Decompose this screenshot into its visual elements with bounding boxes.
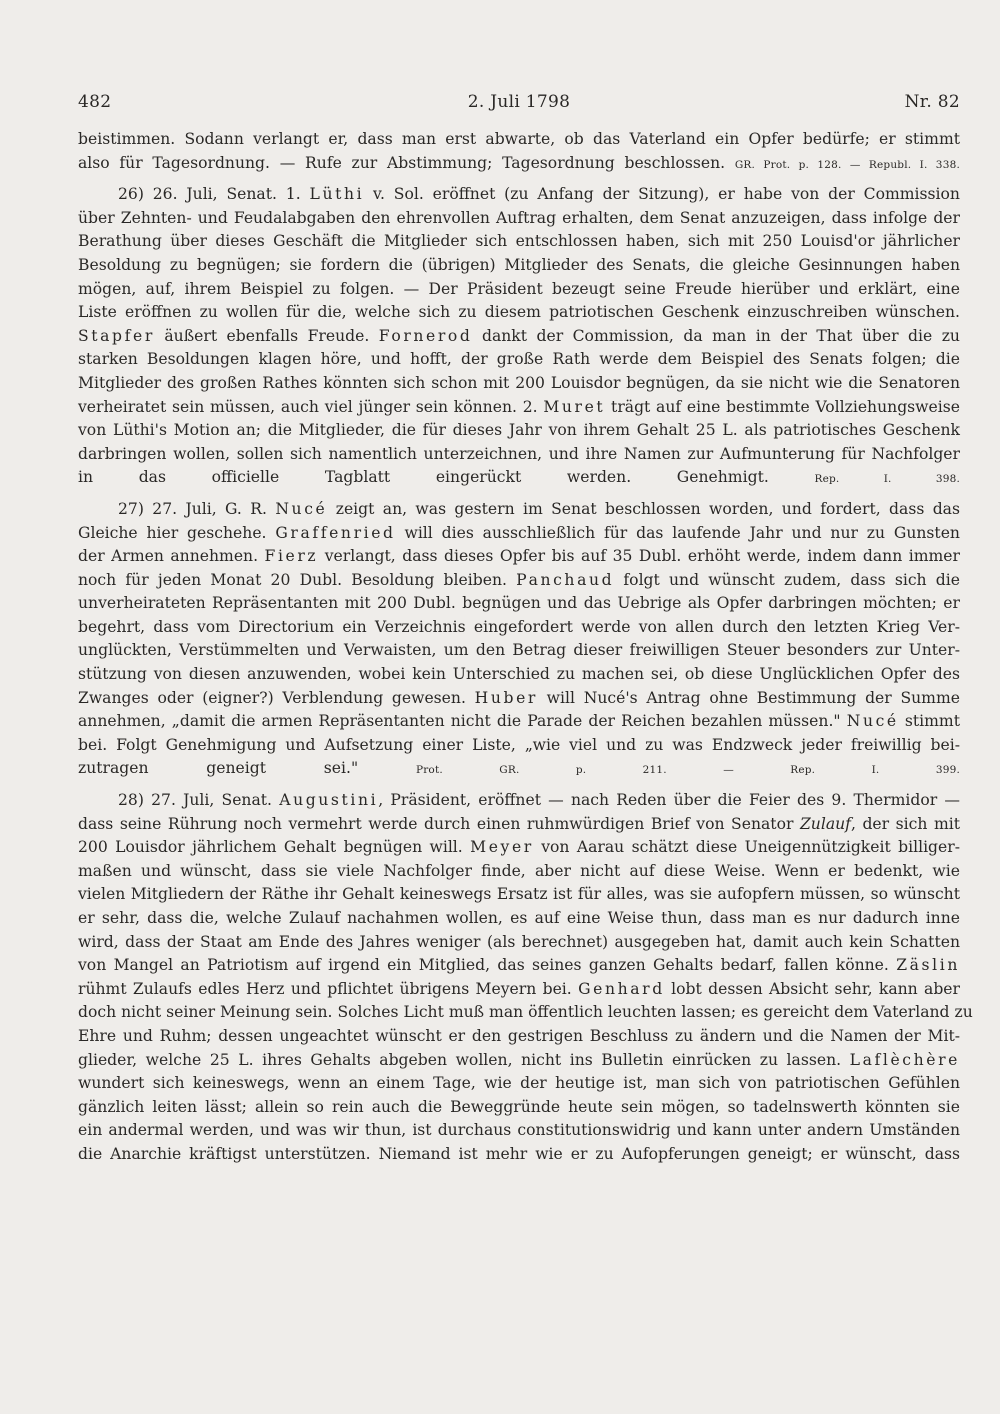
text-line: Mitglieder des großen Rathes könnten sich schon mit 200 Louisdor begnügen, da sie nicht wie die Senatoren	[78, 373, 960, 392]
text-line: 26) 26. Juli, Senat. 1. Lüthi v. Sol. eröffnet (zu Anfang der Sitzung), er habe von der Commission	[118, 185, 960, 204]
person-name: Muret	[543, 397, 606, 416]
text-line: Berathung über dieses Geschäft die Mitglieder sich entschlossen haben, sich mit 250 Louisd'or jährlicher	[78, 232, 960, 251]
page-number: 482	[78, 92, 112, 112]
text-line: annehmen, „damit die armen Repräsentanten nicht die Parade der Reichen bezahlen müssen." Nucé stimmt	[78, 712, 960, 731]
person-name: Nucé	[846, 712, 899, 731]
text-line: doch nicht seiner Meinung sein. Solches Licht muß man öffentlich leuchten lassen; es gereicht dem Vaterland zu	[78, 1003, 973, 1022]
text-line: rühmt Zulaufs edles Herz und pflichtet übrigens Meyern bei. Genhard lobt dessen Absicht sehr, kann aber	[78, 979, 960, 998]
person-name: Genhard	[578, 979, 665, 998]
text-line: unglückten, Verstümmelten und Verwaisten, um den Betrag dieser freiwilligen Steuer besonders zur Unter-	[78, 641, 960, 660]
source-reference: Prot. GR. p. 211. — Rep. I. 399.	[415, 764, 960, 777]
text-line: Besoldung zu begnügen; sie fordern die (übrigen) Mitglieder des Senats, die gleiche Gesinnungen haben	[78, 255, 960, 274]
text-line: Liste eröffnen zu wollen für die, welche sich zu diesem patriotischen Geschenk einzuschreiben wünschen.	[78, 303, 960, 322]
text-line: wird, dass der Staat am Ende des Jahres weniger (als berechnet) ausgegeben hat, damit auch kein Schatten	[78, 932, 960, 951]
person-name: Fornerod	[378, 326, 473, 345]
person-name: Augustini	[279, 791, 379, 810]
text-line: noch für jeden Monat 20 Dubl. Besoldung bleiben. Panchaud folgt und wünscht zudem, dass sich die	[78, 570, 960, 589]
person-name: Zäslin	[896, 956, 960, 975]
page-header	[78, 92, 960, 122]
person-name: Laflèchère	[849, 1050, 960, 1069]
text-line: 28) 27. Juli, Senat. Augustini, Präsident, eröffnet — nach Reden über die Feier des 9. Thermidor —	[118, 791, 960, 810]
text-line: darbringen wollen, sollen sich namentlich unterzeichnen, und ihre Namen zur Aufmunterung für Nachfolger	[78, 444, 960, 463]
text-line: wundert sich keineswegs, wenn an einem Tage, wie der heutige ist, man sich von patriotischen Gefühlen	[78, 1074, 960, 1093]
document-body	[78, 128, 973, 1167]
source-reference: GR. Prot. p. 128. — Republ. I. 338.	[734, 158, 960, 171]
person-name: Huber	[474, 688, 538, 707]
text-line: von Lüthi's Motion an; die Mitglieder, die für dieses Jahr von ihrem Gehalt 25 L. als patriotisches Geschenk	[78, 421, 960, 440]
text-line: Gleiche hier geschehe. Graffenried will dies ausschließlich für das laufende Jahr und nur zu Gunsten	[78, 523, 960, 542]
text-line: von Mangel an Patriotism auf irgend ein Mitglied, das seines ganzen Gehalts bedarf, fallen könne. Zäslin	[78, 956, 960, 975]
text-line: unverheirateten Repräsentanten mit 200 Dubl. begnügen und das Uebrige als Opfer darbringen möchten; er	[78, 594, 960, 613]
text-line: ein andermal werden, und was wir thun, ist durchaus constitutionswidrig und kann unter andern Umständen	[78, 1121, 960, 1140]
text-line: Zwanges oder (eigner?) Verblendung gewesen. Huber will Nucé's Antrag ohne Bestimmung der Summe	[78, 688, 960, 707]
person-name: Panchaud	[516, 570, 615, 589]
text-line: 200 Louisdor jährlichem Gehalt begnügen will. Meyer von Aarau schätzt diese Uneigennützigkeit billiger-	[78, 838, 960, 857]
person-name: Lüthi	[309, 185, 365, 204]
source-reference: Rep. I. 398.	[814, 473, 960, 486]
text-line: stützung von diesen anzuwenden, wobei kein Unterschied zu machen sei, ob diese Unglücklichen Opfer des	[78, 665, 960, 684]
text-line: Ehre und Ruhm; dessen ungeachtet wünscht er den gestrigen Beschluss zu ändern und die Namen der Mit-	[78, 1026, 960, 1045]
person-name: Stapfer	[78, 326, 155, 345]
text-line: er sehr, dass die, welche Zulauf nachahmen wollen, es auf eine Weise thun, dass man es nur dadurch inne	[78, 909, 960, 927]
text-line: bei. Folgt Genehmigung und Aufsetzung einer Liste, „wie viel und zu was Endzweck jeder freiwillig bei-	[78, 735, 960, 754]
text-line: glieder, welche 25 L. ihres Gehalts abgeben wollen, nicht ins Bulletin einrücken zu lassen. Laflèchère	[78, 1050, 960, 1069]
text-line: über Zehnten- und Feudalabgaben den ehrenvollen Auftrag erhalten, dem Senat anzuzeigen, dass infolge der	[78, 208, 960, 227]
text-line: 27) 27. Juli, G. R. Nucé zeigt an, was gestern im Senat beschlossen worden, und fordert, dass das	[118, 499, 960, 518]
text-line: der Armen annehmen. Fierz verlangt, dass dieses Opfer bis auf 35 Dubl. erhöht werde, indem dann immer	[78, 547, 960, 566]
text-line: also für Tagesordnung. — Rufe zur Abstimmung; Tagesordnung beschlossen. GR. Prot. p. 128. — Republ. I. 338.	[78, 153, 960, 172]
text-line: die Anarchie kräftigst unterstützen. Niemand ist mehr wie er zu Aufopferungen geneigt; er wünscht, dass	[78, 1144, 960, 1163]
person-name: Meyer	[470, 838, 534, 857]
document-number: Nr. 82	[904, 92, 960, 112]
text-line: zutragen geneigt sei." Prot. GR. p. 211. — Rep. I. 399.	[78, 759, 960, 778]
text-line: mögen, auf, ihrem Beispiel zu folgen. — Der Präsident bezeugt seine Freude hierüber und erklärt, eine	[78, 279, 960, 298]
text-line: gänzlich leiten lässt; allein so rein auch die Beweggründe heute sein mögen, so tadelnswerth könnten sie	[78, 1097, 960, 1116]
text-line: maßen und wünscht, dass sie viele Nachfolger finde, aber nicht auf diese Weise. Wenn er bedenkt, wie	[78, 861, 960, 880]
person-name: Fierz	[264, 547, 319, 566]
person-name: Nucé	[275, 499, 328, 518]
page-date: 2. Juli 1798	[467, 92, 571, 112]
person-name-italic: Zulauf	[799, 814, 851, 833]
person-name: Graffenried	[275, 523, 396, 542]
text-line: beistimmen. Sodann verlangt er, dass man erst abwarte, ob das Vaterland ein Opfer bedürfe; er stimmt	[78, 130, 960, 148]
text-line: starken Besoldungen klagen höre, und hofft, der große Rath werde dem Beispiel des Senats folgen; die	[78, 350, 960, 369]
text-line: in das officielle Tagblatt eingerückt werden. Genehmigt. Rep. I. 398.	[78, 468, 960, 487]
text-line: Stapfer äußert ebenfalls Freude. Fornerod dankt der Commission, da man in der That über die zu	[78, 326, 960, 345]
text-line: vielen Mitgliedern der Räthe ihr Gehalt keineswegs Ersatz ist für alles, was sie aufopfern müssen, so wünscht	[78, 885, 960, 904]
text-line: dass seine Rührung noch vermehrt werde durch einen ruhmwürdigen Brief von Senator Zulauf, der sich mit	[78, 814, 960, 833]
text-line: verheiratet sein müssen, auch viel jünger sein können. 2. Muret trägt auf eine bestimmte Vollziehungsweise	[78, 397, 960, 416]
text-line: begehrt, dass vom Directorium ein Verzeichnis eingefordert werde von allen durch den letzten Krieg Ver-	[78, 617, 960, 636]
